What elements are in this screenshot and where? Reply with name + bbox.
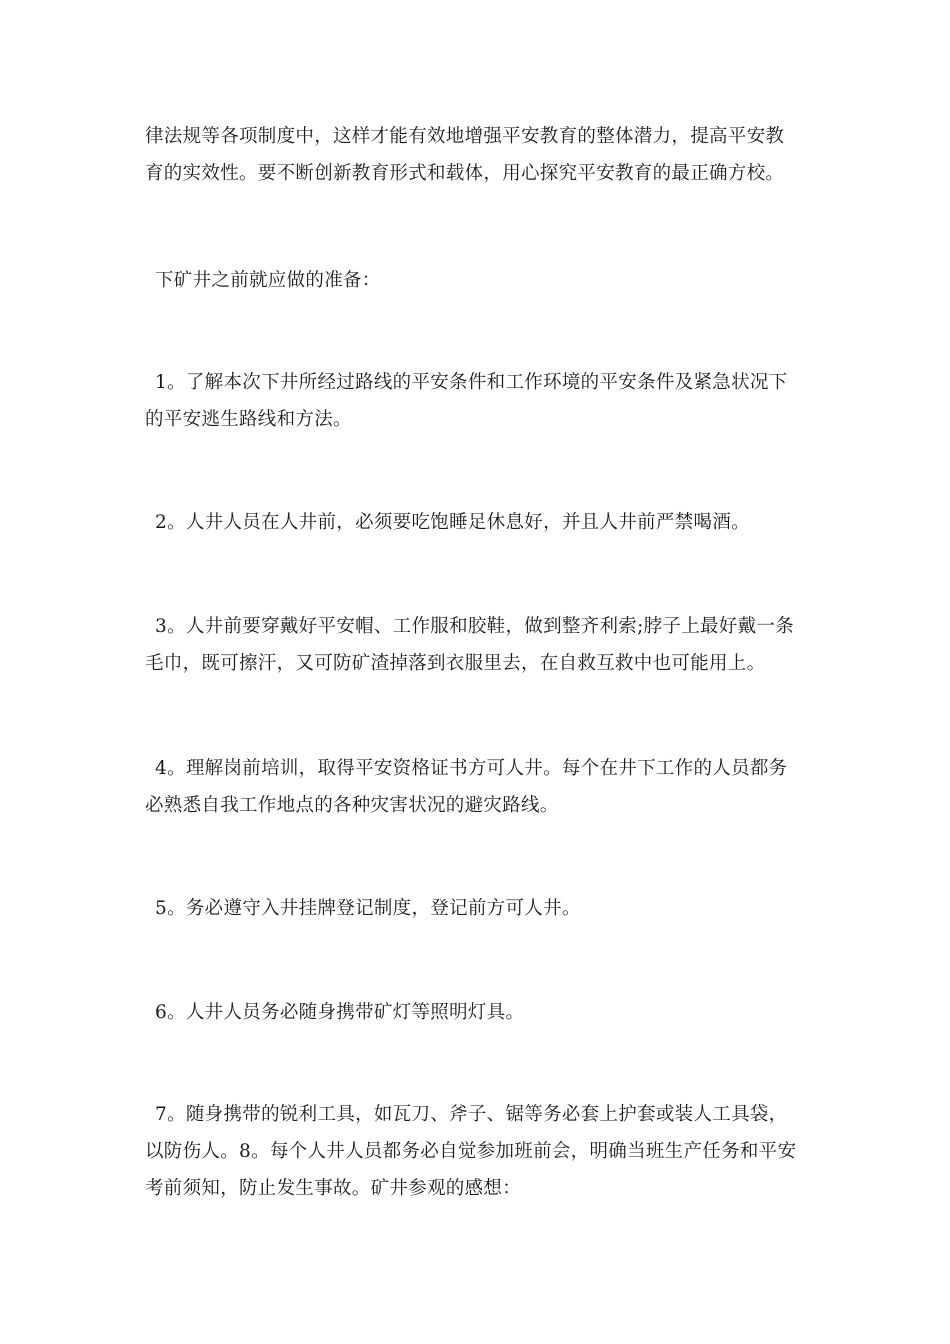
- text-line: 5。务必遵守入井挂牌登记制度，登记前方可人井。: [155, 898, 581, 919]
- list-item-7: [145, 1096, 815, 1207]
- text-line: 考前须知，防止发生事故。矿井参观的感想：: [145, 1178, 522, 1199]
- text-line: 必熟悉自我工作地点的各种灾害状况的避灾路线。: [145, 795, 559, 816]
- text-line: 毛巾，既可擦汗，又可防矿渣掉落到衣服里去，在自救互救中也可能用上。: [145, 653, 766, 674]
- list-item-4: [145, 750, 815, 824]
- text-line: 2。人井人员在人井前，必须要吃饱睡足休息好，并且人井前严禁喝酒。: [155, 512, 750, 533]
- text-line: 3。人井前要穿戴好平安帽、工作服和胶鞋，做到整齐利索;脖子上最好戴一条: [155, 616, 795, 637]
- text-line: 7。随身携带的锐利工具，如瓦刀、斧子、锯等务必套上护套或装人工具袋，: [155, 1104, 788, 1125]
- list-item-1: [145, 364, 815, 438]
- list-item-6: [145, 994, 815, 1031]
- text-line: 6。人井人员务必随身携带矿灯等照明灯具。: [155, 1002, 525, 1023]
- text-line: 下矿井之前就应做的准备：: [155, 270, 381, 291]
- text-line: 育的实效性。要不断创新教育形式和载体，用心探究平安教育的最正确方校。: [145, 163, 785, 184]
- text-line: 律法规等各项制度中，这样才能有效地增强平安教育的整体潜力，提高平安教: [145, 126, 785, 147]
- paragraph-continuation: [145, 118, 815, 192]
- text-line: 1。了解本次下井所经过路线的平安条件和工作环境的平安条件及紧急状况下: [155, 372, 788, 393]
- list-item-2: [145, 504, 815, 541]
- text-line: 4。理解岗前培训，取得平安资格证书方可人井。每个在井下工作的人员都务: [155, 758, 788, 779]
- text-line: 的平安逃生路线和方法。: [145, 409, 352, 430]
- list-item-3: [145, 608, 815, 682]
- text-line: 以防伤人。8。每个人井人员都务必自觉参加班前会，明确当班生产任务和平安: [145, 1141, 797, 1162]
- section-heading: [145, 262, 815, 299]
- list-item-5: [145, 890, 815, 927]
